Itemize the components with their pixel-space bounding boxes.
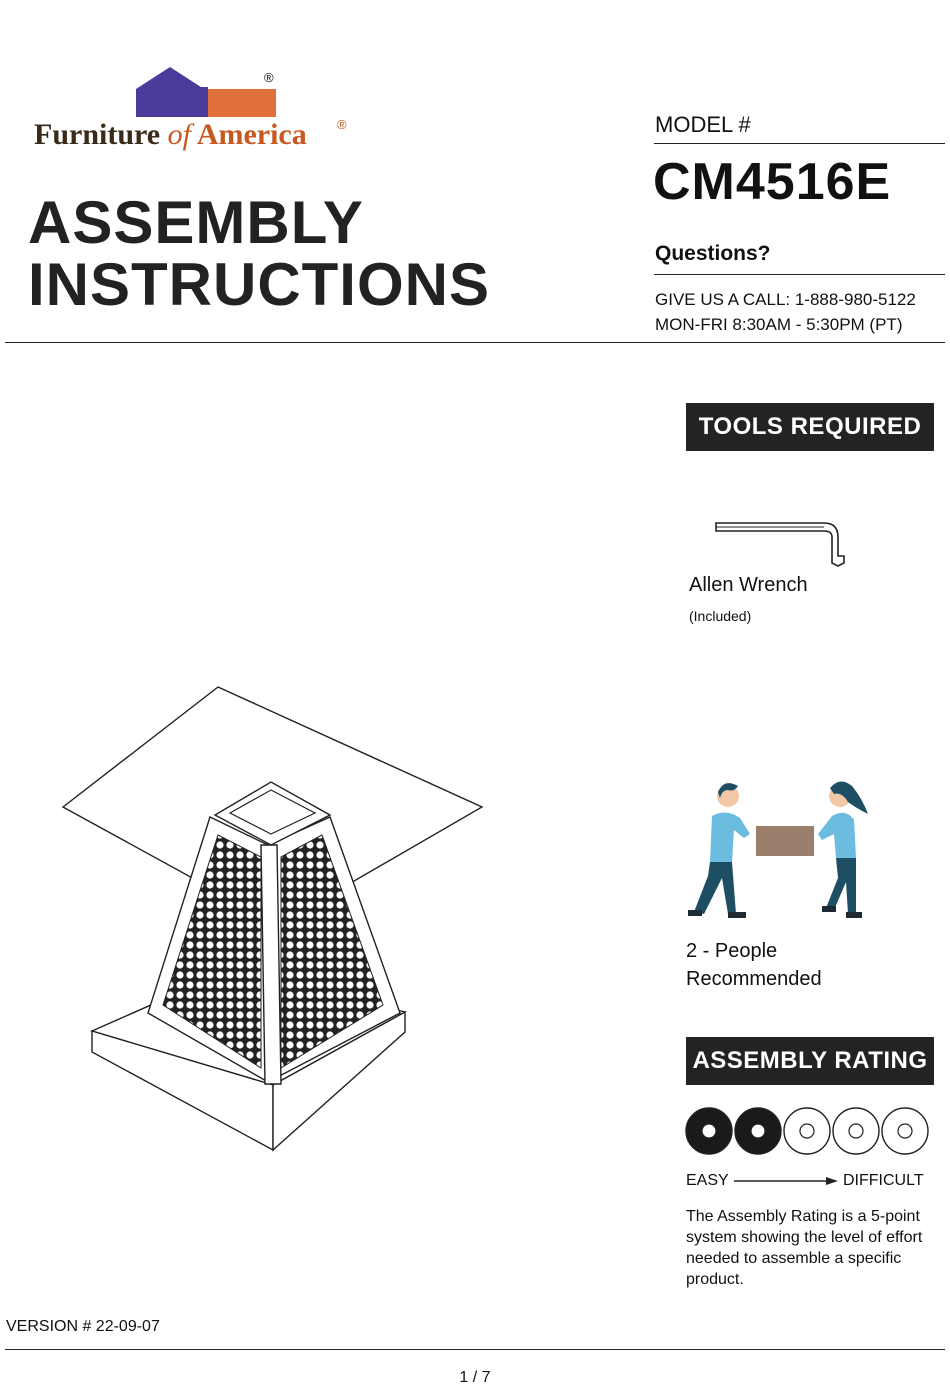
title-line-1: ASSEMBLY xyxy=(28,189,364,256)
tool-note: (Included) xyxy=(689,608,752,624)
tools-required-heading: TOOLS REQUIRED xyxy=(686,403,934,451)
rating-dial-empty xyxy=(833,1108,879,1154)
rating-dial-empty xyxy=(784,1108,830,1154)
header-divider xyxy=(5,342,945,343)
assembly-rating-heading: ASSEMBLY RATING xyxy=(686,1037,934,1085)
title-line-2: INSTRUCTIONS xyxy=(28,251,490,318)
brand-name-of: of xyxy=(167,118,191,151)
brand-name-furniture: Furniture xyxy=(34,118,161,151)
people-recommendation xyxy=(686,937,822,993)
rating-dial-filled xyxy=(686,1108,732,1154)
rating-dial-filled xyxy=(735,1108,781,1154)
logo-house-icon xyxy=(130,65,280,120)
allen-wrench-icon xyxy=(712,518,852,568)
hours-line: MON-FRI 8:30AM - 5:30PM (PT) xyxy=(655,315,903,334)
logo-registered-mark: ® xyxy=(264,70,274,85)
divider xyxy=(654,143,945,144)
easy-label: EASY xyxy=(686,1172,729,1189)
tool-name: Allen Wrench xyxy=(689,574,808,596)
questions-heading: Questions? xyxy=(655,242,771,265)
model-number: CM4516E xyxy=(653,153,892,211)
rating-dial-empty xyxy=(882,1108,928,1154)
product-illustration xyxy=(55,680,495,1160)
two-people-icon xyxy=(684,778,880,926)
document-title xyxy=(28,189,490,318)
assembly-rating-dials xyxy=(684,1106,934,1156)
rating-description: The Assembly Rating is a 5-point system showing the level of effort needed to assemble a specific product. xyxy=(686,1208,923,1288)
brand-registered-mark: ® xyxy=(337,117,347,132)
pedestal-corner-post xyxy=(261,845,281,1084)
phone-line: GIVE US A CALL: 1-888-980-5122 xyxy=(655,290,916,309)
footer-divider xyxy=(5,1349,945,1350)
model-label: MODEL # xyxy=(655,112,751,137)
difficulty-arrow-icon xyxy=(734,1174,840,1188)
brand-name xyxy=(34,118,307,152)
brand-name-america: America xyxy=(196,118,307,151)
difficult-label: DIFFICULT xyxy=(843,1172,924,1189)
page-number: 1 / 7 xyxy=(459,1369,491,1386)
version-number: VERSION # 22-09-07 xyxy=(6,1318,160,1335)
divider xyxy=(654,274,945,275)
contact-info xyxy=(655,287,916,337)
people-count: 2 - People xyxy=(686,940,778,962)
people-note: Recommended xyxy=(686,968,822,990)
